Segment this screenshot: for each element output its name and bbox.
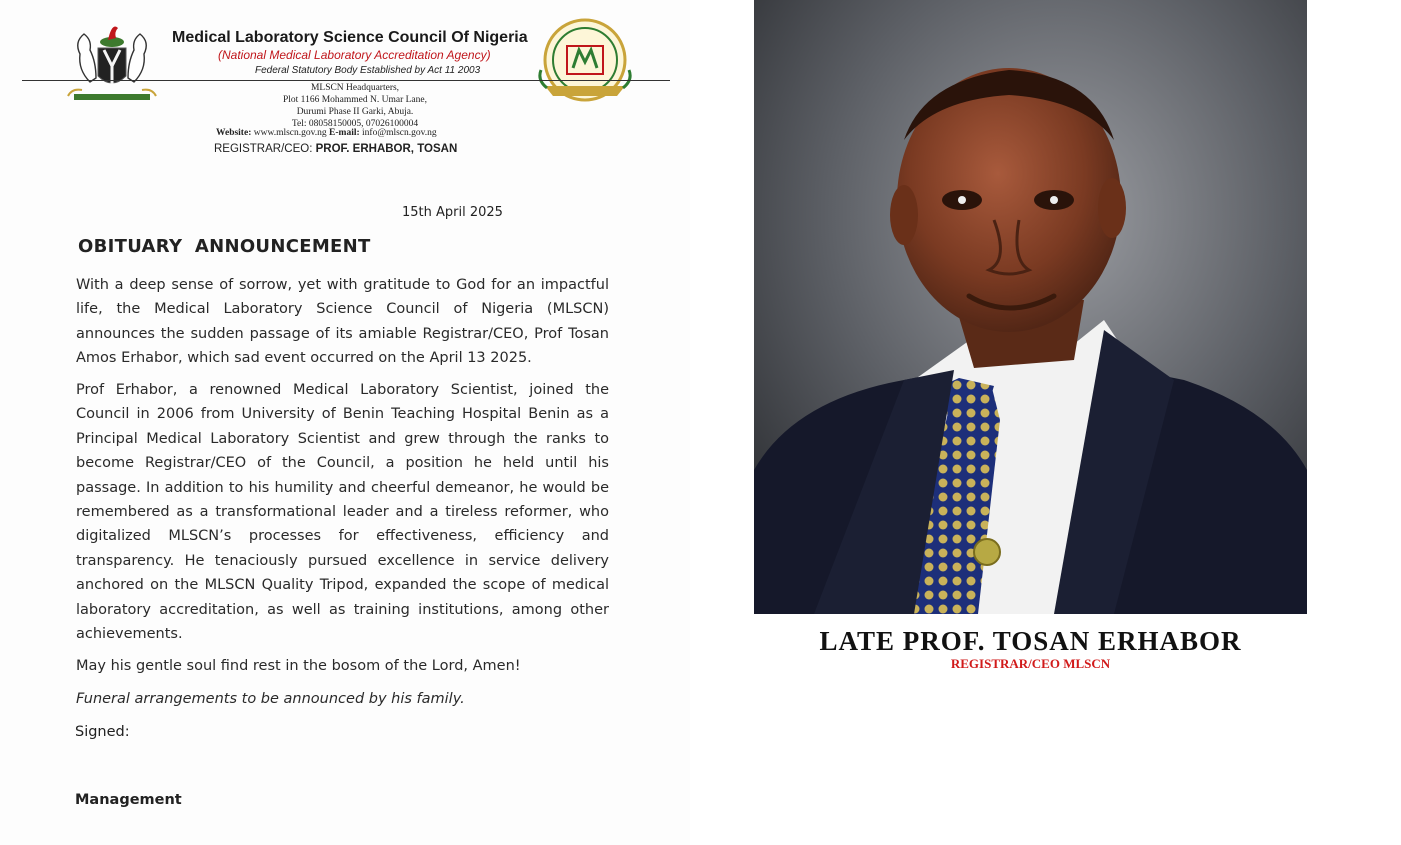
obituary-letter <box>0 0 690 845</box>
contact-line <box>216 128 437 138</box>
org-established: Federal Statutory Body Established by Act 11 2003 <box>255 65 481 76</box>
registrar-label: REGISTRAR/CEO: <box>214 143 313 155</box>
portrait-caption-role: REGISTRAR/CEO MLSCN <box>950 656 1111 671</box>
address-line: Plot 1166 Mohammed N. Umar Lane, <box>283 95 427 105</box>
signatory: Management <box>75 792 182 808</box>
website-label: Website: <box>216 128 252 138</box>
paragraph-intro: With a deep sense of sorrow, yet with gratitude to God for an impactful life, the Medical Laboratory Science Council of Nigeria (MLSCN) announces the sudden passage of its amiable Registrar/CEO, Prof Tosan Amos Erhabor, which sad event occurred on the April 13 2025. <box>76 277 609 367</box>
paragraph-prayer: May his gentle soul find rest in the bosom of the Lord, Amen! <box>76 658 521 674</box>
address-line: Durumi Phase II Garki, Abuja. <box>296 107 414 117</box>
email-link[interactable]: info@mlscn.gov.ng <box>362 128 437 138</box>
portrait-caption-name: LATE PROF. TOSAN ERHABOR <box>819 626 1242 656</box>
portrait-photo <box>754 0 1307 614</box>
coat-of-arms-icon <box>60 18 164 104</box>
letterhead-address <box>200 82 510 130</box>
address-line: MLSCN Headquarters, <box>310 83 400 93</box>
letter-title: OBITUARY ANNOUNCEMENT <box>78 236 371 257</box>
paragraph-biography: Prof Erhabor, a renowned Medical Laboratory Scientist, joined the Council in 2006 from University of Benin Teaching Hospital Benin as a Principal Medical Laboratory Scientist and grew through the ranks to become Registrar/CEO of the Council, a position he held until his passage. In addition to his humility and cheerful demeanor, he would be remembered as a transformational leader and a tireless reformer, who digitalized MLSCN’s processes for effectiveness, efficiency and transparency. He tenaciously pursued excellence in service delivery anchored on the MLSCN Quality Tripod, expanded the scope of medical laboratory accreditation, as well as training institutions, among other achievements. <box>76 382 609 643</box>
registrar-name: PROF. ERHABOR, TOSAN <box>315 143 458 155</box>
website-link[interactable]: www.mlscn.gov.ng <box>253 128 327 138</box>
letter-date: 15th April 2025 <box>402 205 503 220</box>
mlscn-seal-icon <box>537 16 633 104</box>
paragraph-funeral: Funeral arrangements to be announced by his family. <box>76 691 465 707</box>
org-subtitle: (National Medical Laboratory Accreditation Agency) <box>218 48 491 62</box>
email-label: E-mail: <box>329 128 360 138</box>
registrar-line <box>214 143 457 155</box>
org-name: Medical Laboratory Science Council Of Nigeria <box>172 29 528 46</box>
letterhead-divider <box>22 80 670 81</box>
portrait-illustration <box>754 0 1307 614</box>
signed-label: Signed: <box>75 724 130 740</box>
address-line: Tel: 08058150005, 07026100004 <box>291 119 419 129</box>
